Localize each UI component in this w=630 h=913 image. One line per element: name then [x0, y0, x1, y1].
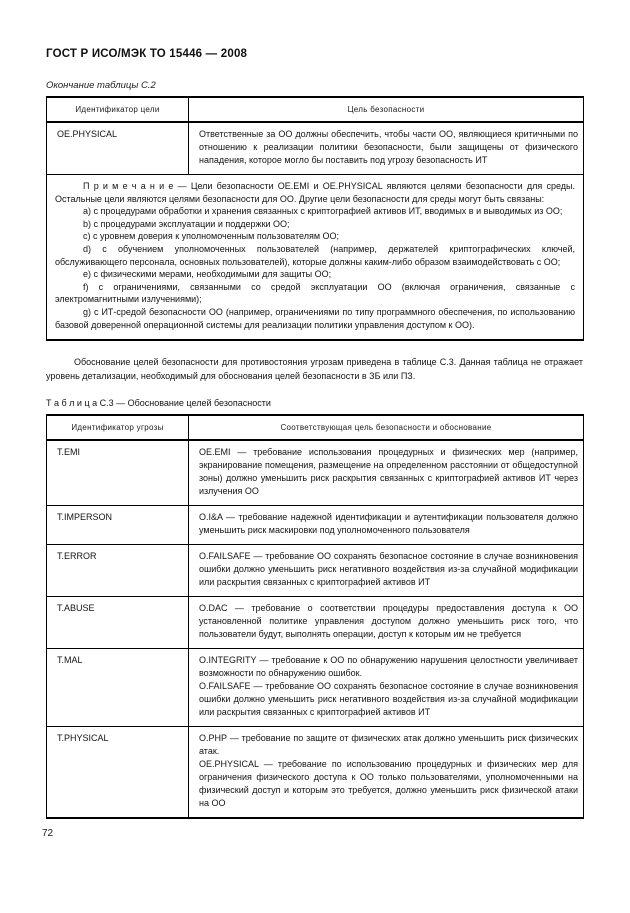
document-header-title: ГОСТ Р ИСО/МЭК ТО 15446 — 2008: [46, 48, 248, 60]
threat-id-cell: T.EMI: [47, 440, 189, 506]
objective-cell: [189, 545, 584, 597]
table-row: [47, 122, 584, 175]
table-c2-col1-header: Идентификатор цели: [47, 97, 189, 122]
table-c2-continuation-caption: Окончание таблицы С.2: [46, 80, 156, 91]
note-item: a) с процедурами обработки и хранения связанных с криптографией активов ИТ, вводимых в и выводимых из ОО;: [83, 206, 563, 217]
note-intro: П р и м е ч а н и е — Цели безопасности OE.EMI и OE.PHYSICAL являются целями безопасности для среды. Остальные цели являются целями безопасности для ОО. Другие цели безопасности для среды могут быть связаны:: [55, 181, 575, 204]
objective-paragraph: O.I&A — требование надежной идентификации и аутентификации пользователя должно уменьшить риск маскировки под уполномоченного пользователя: [199, 512, 578, 536]
table-row: [47, 597, 584, 649]
objective-paragraph: O.FAILSAFE — требование ОО сохранять безопасное состояние в случае возникновения ошибки должно уменьшить риск негативного воздействия из-за случайной модификации или раскрытия связанных с криптографией активов ИТ: [199, 681, 578, 718]
table-c2: [46, 96, 584, 341]
note-item: e) с физическими мерами, необходимыми для защиты ОО;: [83, 269, 332, 280]
objective-cell: [189, 597, 584, 649]
objective-cell: [189, 440, 584, 506]
threat-id-cell: T.ERROR: [47, 545, 189, 597]
threat-id-cell: T.ABUSE: [47, 597, 189, 649]
page-number: 72: [42, 828, 54, 840]
table-row: [47, 506, 584, 545]
threat-id-cell: T.PHYSICAL: [47, 727, 189, 819]
table-c2-header-row: [47, 97, 584, 122]
table-c2-col2-header: Цель безопасности: [189, 97, 584, 122]
page-content: [42, 48, 583, 840]
objective-cell: [189, 649, 584, 727]
objective-paragraph: O.PHP — требование по защите от физических атак должно уменьшить риск физических атак.: [199, 733, 578, 757]
note-item: g) с ИТ-средой безопасности ОО (например, ограничениями по типу программного обеспечения, по использованию базовой доверенной операционной системы для реализации политики управления доступом к ОО).: [55, 306, 575, 330]
note-item: d) с обучением уполномоченных пользователей (например, держателей криптографических ключей, обслуживающего персонала, основных пользователей), которые должны каким-либо образом взаимодействовать с ОО;: [55, 243, 575, 267]
goal-objective-cell: Ответственные за ОО должны обеспечить, чтобы части ОО, являющиеся критичными по отношению к реализации политики безопасности, были защищены от физического нападения, которое могло бы поставить под угрозу безопасность ИТ: [189, 122, 584, 175]
table-c3: [46, 414, 584, 819]
goal-id-cell: OE.PHYSICAL: [47, 122, 189, 175]
objective-cell: [189, 727, 584, 819]
objective-paragraph: O.FAILSAFE — требование ОО сохранять безопасное состояние в случае возникновения ошибки должно уменьшить риск негативного воздействия из-за случайной модификации или раскрытия связанных с криптографией активов ИТ: [199, 551, 578, 588]
objective-paragraph: O.INTEGRITY — требование к ОО по обнаружению нарушения целостности увеличивает возможности по обнаружению ошибок.: [199, 655, 578, 679]
objective-paragraph: OE.PHYSICAL — требование по использованию процедурных и физических мер для ограничения физического доступа к ОО только пользователями, уполномоченными на физический доступ и которым это требуется, должно уменьшить риск физической атаки на ОО: [199, 759, 578, 809]
objective-cell: [189, 506, 584, 545]
table-row: [47, 649, 584, 727]
note-cell: [47, 175, 584, 341]
table-row: [47, 545, 584, 597]
threat-id-cell: T.MAL: [47, 649, 189, 727]
table-c3-col2-header: Соответствующая цель безопасности и обоснование: [189, 415, 584, 440]
note-item: b) с процедурами эксплуатации и поддержки ОО;: [83, 218, 290, 229]
table-c3-col1-header: Идентификатор угрозы: [47, 415, 189, 440]
objective-paragraph: O.DAC — требование о соответствии процедуры предоставления доступа к ОО установленной политике управления доступом должно уменьшить риск того, что пользователи будут, выполнять операции, доступ к которым им не требуется: [199, 603, 578, 640]
table-row: [47, 440, 584, 506]
threat-id-cell: T.IMPERSON: [47, 506, 189, 545]
table-c3-caption: Т а б л и ц а С.3 — Обоснование целей безопасности: [46, 398, 271, 409]
note-row: [47, 175, 584, 341]
note-item: c) с уровнем доверия к уполномоченным пользователям ОО;: [83, 231, 340, 242]
body-paragraph: Обоснование целей безопасности для противостояния угрозам приведена в таблице С.3. Данная таблица не отражает уровень детализации, необходимый для обоснования целей безопасности в ЗБ или ПЗ.: [46, 357, 583, 381]
objective-paragraph: OE.EMI — требование использования процедурных и физических мер (например, экранирование помещения, размещение на определенном расстоянии от общедоступной зоны) должно уменьшить риск раскрытия связанных с криптографией активов ИТ через излучения ОО: [199, 447, 578, 497]
note-item: f) с ограничениями, связанными со средой эксплуатации ОО (включая ограничения, связанные с электромагнитными излучениями);: [55, 281, 575, 305]
table-row: [47, 727, 584, 819]
table-c3-header-row: [47, 415, 584, 440]
